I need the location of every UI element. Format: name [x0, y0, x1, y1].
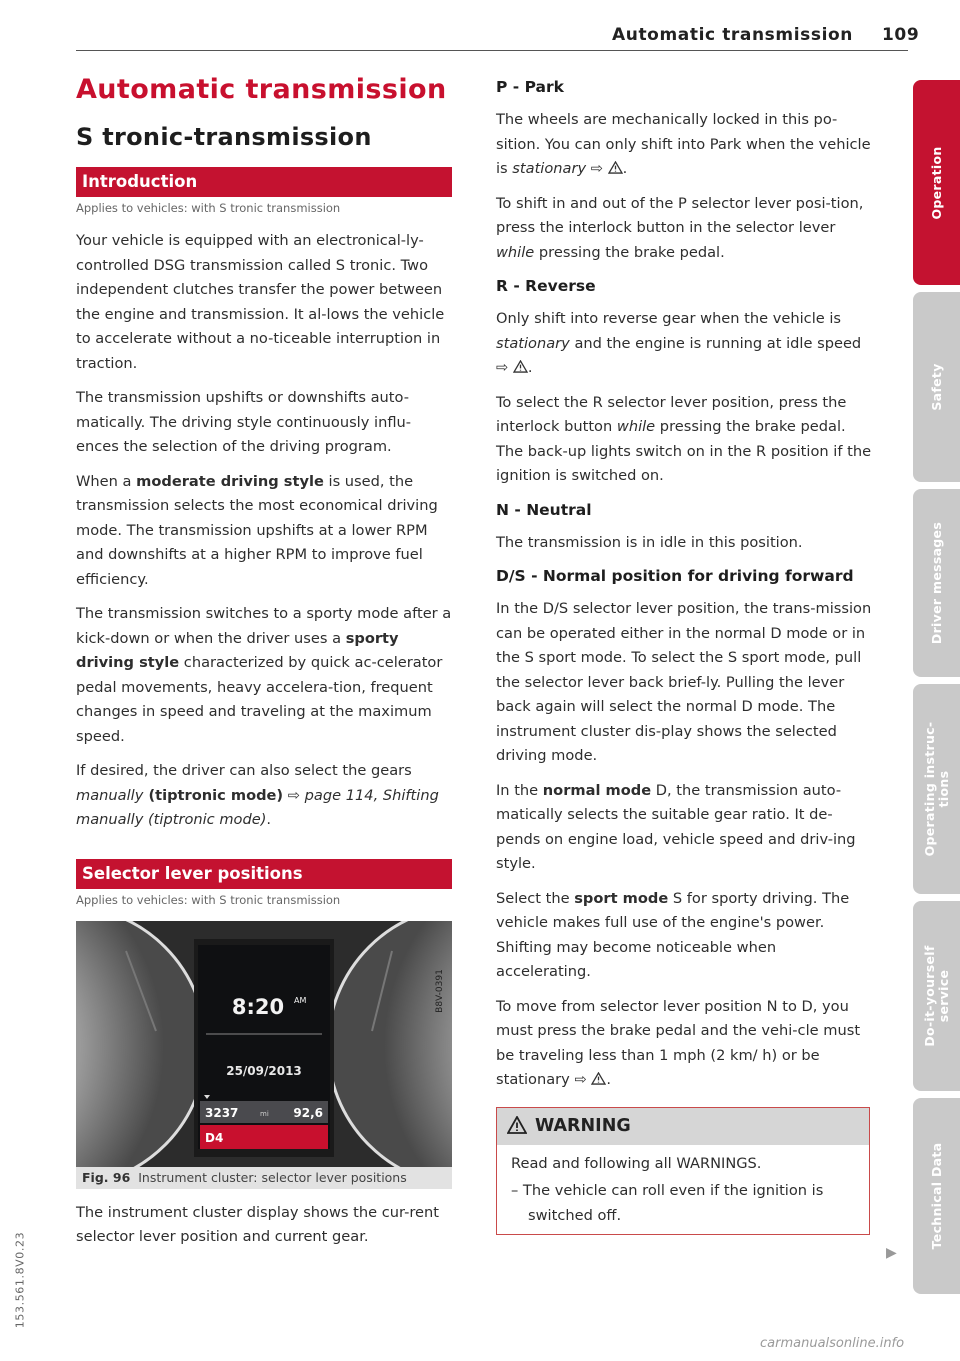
intro-paragraph-4: The transmission switches to a sporty mode after a kick-down or when the driver uses a sporty driving style characterized by quick ac-celerator pedal movements, heavy accelera-tion, frequent changes in speed and traveling at the maximum speed. [76, 605, 452, 745]
chapter-title: Automatic transmission [76, 74, 447, 105]
drive-sport-paragraph-2: In the normal mode D, the transmission auto-matically selects the suitable gear ratio. It de-pends on engine load, vehicle speed and driv-ing style. [496, 781, 856, 872]
section-title: S tronic-transmission [76, 123, 372, 151]
cluster-ampm: AM [294, 995, 307, 1005]
running-header-title: Automatic transmission [612, 25, 853, 45]
tab-operation[interactable]: Operation [913, 80, 960, 285]
reverse-paragraph-1: Only shift into reverse gear when the vehicle is stationary and the engine is running at idle speed ⇨ . [496, 310, 862, 376]
instrument-cluster-figure [76, 921, 452, 1167]
tab-do-it-yourself-service[interactable]: Do-it-yourself service [913, 901, 960, 1091]
tab-safety[interactable]: Safety [913, 292, 960, 482]
cluster-unit: mi [260, 1109, 269, 1118]
neutral-title: N - Neutral [496, 500, 592, 519]
tab-driver-messages[interactable]: Driver messages [913, 489, 960, 677]
instrument-cluster-illustration [76, 921, 452, 1167]
reverse-paragraph-2: To select the R selector lever position, press the interlock button while pressing the brake pedal. The back-up lights switch on in the R position if the ignition is switched on. [496, 393, 872, 484]
header-rule [76, 50, 908, 51]
intro-paragraph-5: If desired, the driver can also select the gears manually (tiptronic mode) ⇨ page 114, Shifting manually (tiptronic mode). [76, 762, 439, 828]
introduction-applies: Applies to vehicles: with S tronic transmission [76, 201, 341, 215]
figure-caption: Fig. 96 Instrument cluster: selector lever positions [76, 1167, 452, 1189]
intro-paragraph-3: When a moderate driving style is used, the transmission selects the most economical driving mode. The transmission upshifts at a lower RPM and downshifts at a higher RPM to improve fuel efficiency. [76, 472, 438, 588]
page-number: 109 [882, 25, 920, 45]
left-column [76, 74, 452, 1260]
right-column [496, 76, 872, 1235]
cluster-trip: 92,6 [293, 1105, 323, 1120]
tab-technical-data[interactable]: Technical Data [913, 1098, 960, 1294]
park-paragraph-2: To shift in and out of the P selector lever posi-tion, press the interlock button in the selector lever while pressing the brake pedal. [496, 194, 864, 261]
selector-paragraph: The instrument cluster display shows the cur-rent selector lever position and current gear. [76, 1203, 439, 1245]
introduction-heading: Introduction [76, 167, 452, 197]
drive-sport-paragraph-1: In the D/S selector lever position, the trans-mission can be operated either in the normal D mode or in the S sport mode. To select the S sport mode, pull the selector lever back brief-ly. Pulling the lever back again will select the normal D mode. The instrument cluster dis-play shows the selected driving mode. [496, 600, 872, 764]
cluster-time: 8:20 [231, 994, 285, 1019]
cluster-odometer: 3237 [205, 1105, 239, 1120]
tab-operating-instructions[interactable]: Operating instruc- tions [913, 684, 960, 894]
intro-paragraph-1: Your vehicle is equipped with an electronical-ly-controlled DSG transmission called S tronic. Two independent clutches transfer the power between the engine and transmission. It al-lows the vehicle to accelerate without a no-ticeable interruption in traction. [76, 232, 445, 372]
warning-icon [608, 161, 623, 174]
warning-title: WARNING [535, 1115, 631, 1136]
cluster-gear: D4 [205, 1130, 224, 1145]
document-code: 153.561.8V0.23 [13, 1231, 27, 1329]
moderate-style-term: moderate driving style [136, 472, 324, 490]
park-paragraph-1: The wheels are mechanically locked in this po-sition. You can only shift into Park when the vehicle is stationary ⇨ . [496, 111, 871, 177]
drive-sport-paragraph-3: Select the sport mode S for sporty driving. The vehicle makes full use of the engine's power. Shifting may become noticeable when accelerating. [496, 889, 850, 980]
warning-triangle-icon [507, 1116, 527, 1134]
selector-heading: Selector lever positions [76, 859, 452, 889]
warning-bullet: – The vehicle can roll even if the ignition is switched off. [511, 1181, 824, 1224]
drive-sport-title: D/S - Normal position for driving forward [496, 567, 854, 585]
reverse-title: R - Reverse [496, 277, 596, 295]
selector-applies: Applies to vehicles: with S tronic transmission [76, 892, 341, 907]
warning-paragraph-1: Read and following all WARNINGS. [511, 1154, 762, 1172]
page-reference-link[interactable]: page 114, Shifting manually (tiptronic mode) [76, 786, 439, 828]
warning-box [496, 1107, 870, 1235]
sporty-style-term: sporty driving style [76, 629, 399, 671]
warning-body [497, 1145, 869, 1234]
watermark: carmanualsonline.info [760, 1336, 905, 1351]
warning-header [497, 1108, 869, 1145]
warning-icon [591, 1072, 606, 1085]
neutral-paragraph: The transmission is in idle in this position. [496, 533, 803, 551]
warning-icon [513, 360, 528, 373]
figure-code: B8V-0391 [435, 968, 445, 1013]
continue-arrow-icon: ▶ [886, 1245, 897, 1261]
park-title: P - Park [496, 78, 564, 96]
cluster-date: 25/09/2013 [226, 1063, 302, 1078]
drive-sport-paragraph-4: To move from selector lever position N to D, you must press the brake pedal and the vehi-cle must be traveling less than 1 mph (2 km/ h) or be stationary ⇨ . [496, 997, 861, 1088]
intro-paragraph-2: The transmission upshifts or downshifts auto-matically. The driving style continuously influ-ences the selection of the driving program. [76, 389, 412, 455]
